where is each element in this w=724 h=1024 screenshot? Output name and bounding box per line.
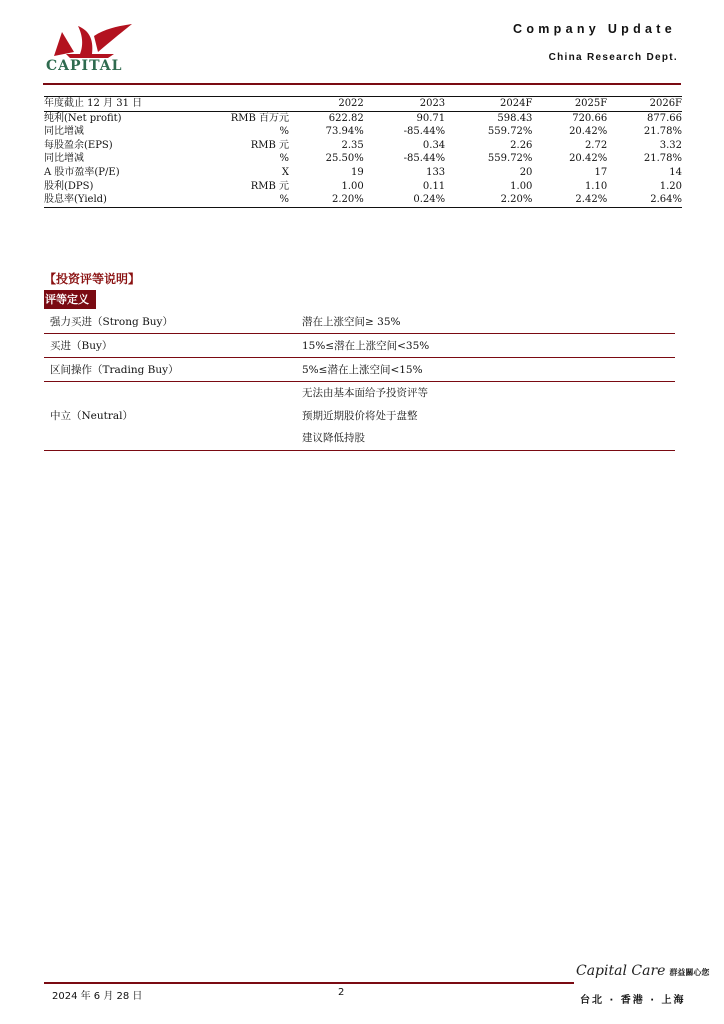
row-unit: RMB 百万元 bbox=[230, 112, 289, 124]
row-label: 纯利(Net profit) bbox=[44, 112, 122, 124]
page-number: 2 bbox=[338, 987, 345, 998]
rating-row bbox=[44, 358, 675, 382]
rating-definition-table bbox=[44, 310, 675, 451]
table-cell: 3.32 bbox=[659, 139, 682, 151]
rating-row-neutral bbox=[44, 382, 675, 451]
table-cell: 21.78% bbox=[643, 126, 682, 138]
year-header: 2026F bbox=[607, 97, 682, 112]
table-row bbox=[44, 139, 682, 153]
report-date: 2024 年 6 月 28 日 bbox=[52, 991, 143, 1002]
year-header: 2023 bbox=[364, 97, 445, 112]
table-cell: 2.20% bbox=[289, 193, 364, 207]
rating-desc bbox=[302, 382, 675, 451]
rating-desc: 15%≤潜在上涨空间<35% bbox=[302, 334, 675, 358]
rating-section-title: 【投资评等说明】 bbox=[44, 272, 141, 286]
table-cell: 20 bbox=[519, 166, 533, 178]
table-cell: 1.20 bbox=[659, 180, 682, 192]
table-header-row bbox=[44, 97, 682, 112]
brand-name: Capital Care bbox=[576, 963, 666, 979]
table-cell: 21.78% bbox=[643, 153, 682, 165]
table-row bbox=[44, 193, 682, 207]
rating-desc: 5%≤潜在上涨空间<15% bbox=[302, 358, 675, 382]
row-label: 股利(DPS) bbox=[44, 180, 94, 192]
table-row bbox=[44, 180, 682, 194]
table-cell: 598.43 bbox=[497, 112, 533, 124]
table-row bbox=[44, 125, 682, 139]
year-header: 2022 bbox=[289, 97, 364, 112]
table-cell: 0.24% bbox=[364, 193, 445, 207]
year-header: 2024F bbox=[445, 97, 532, 112]
table-cell: 2.26 bbox=[510, 139, 533, 151]
report-type-title: Company Update bbox=[513, 22, 676, 36]
table-cell: 559.72% bbox=[487, 153, 533, 165]
table-cell: 622.82 bbox=[328, 112, 364, 124]
table-cell: 133 bbox=[426, 166, 446, 178]
table-cell: 2.72 bbox=[584, 139, 608, 151]
table-cell: 0.34 bbox=[422, 139, 446, 151]
header-divider bbox=[43, 83, 681, 85]
rating-name: 强力买进（Strong Buy） bbox=[44, 310, 302, 334]
row-label: 股息率(Yield) bbox=[44, 193, 194, 207]
table-cell: 73.94% bbox=[325, 126, 364, 138]
row-unit: X bbox=[281, 166, 289, 178]
row-unit: % bbox=[279, 126, 289, 138]
table-cell: 1.10 bbox=[584, 180, 608, 192]
table-cell: 877.66 bbox=[647, 112, 682, 124]
rating-definition-tag: 评等定义 bbox=[44, 290, 96, 309]
department-label: China Research Dept. bbox=[548, 52, 678, 63]
table-cell: 1.00 bbox=[510, 180, 533, 192]
table-cell: 14 bbox=[669, 166, 682, 178]
year-header: 2025F bbox=[532, 97, 607, 112]
table-cell: 19 bbox=[351, 166, 364, 178]
footer-divider bbox=[44, 982, 574, 984]
table-cell: -85.44% bbox=[403, 153, 446, 165]
brand-slogan: 群益關心您 bbox=[669, 968, 710, 977]
row-label: 同比增减 bbox=[44, 126, 84, 138]
table-cell: 0.11 bbox=[422, 180, 446, 192]
table-cell: 2.64% bbox=[607, 193, 682, 207]
table-cell: 20.42% bbox=[569, 126, 608, 138]
table-cell: 25.50% bbox=[325, 153, 364, 165]
table-row bbox=[44, 166, 682, 180]
neutral-desc-line: 无法由基本面给予投资评等 bbox=[302, 387, 428, 399]
rating-row bbox=[44, 334, 675, 358]
table-cell: 2.20% bbox=[445, 193, 532, 207]
table-row bbox=[44, 152, 682, 166]
table-cell: 559.72% bbox=[487, 126, 533, 138]
table-cell: 2.35 bbox=[341, 139, 364, 151]
row-unit: % bbox=[279, 153, 289, 165]
financial-summary-table bbox=[44, 96, 682, 208]
rating-name: 区间操作（Trading Buy） bbox=[44, 358, 302, 382]
table-cell: 720.66 bbox=[572, 112, 608, 124]
rating-row bbox=[44, 310, 675, 334]
row-label: 年度截止 12 月 31 日 bbox=[44, 97, 194, 112]
office-cities: 台北 · 香港 · 上海 bbox=[580, 995, 686, 1006]
capital-care-logo bbox=[576, 963, 709, 979]
table-cell: 20.42% bbox=[569, 153, 608, 165]
row-unit: RMB 元 bbox=[250, 180, 289, 192]
table-cell: 2.42% bbox=[532, 193, 607, 207]
row-unit: % bbox=[194, 193, 289, 207]
table-cell: 90.71 bbox=[416, 112, 446, 124]
rating-name: 中立（Neutral） bbox=[44, 382, 302, 451]
row-unit bbox=[194, 97, 289, 112]
rating-name: 买进（Buy） bbox=[44, 334, 302, 358]
neutral-desc-line: 建议降低持股 bbox=[302, 432, 365, 444]
neutral-desc-line: 预期近期股价将处于盘整 bbox=[302, 409, 418, 422]
row-unit: RMB 元 bbox=[250, 139, 289, 151]
row-label: A 股市盈率(P/E) bbox=[44, 166, 120, 178]
rating-desc: 潜在上涨空间≥ 35% bbox=[302, 310, 675, 334]
row-label: 同比增减 bbox=[44, 153, 84, 165]
table-cell: 17 bbox=[594, 166, 608, 178]
table-row bbox=[44, 111, 682, 125]
row-label: 每股盈余(EPS) bbox=[44, 139, 113, 151]
logo-text: CAPITAL bbox=[46, 58, 123, 74]
table-cell: 1.00 bbox=[341, 180, 364, 192]
table-cell: -85.44% bbox=[403, 126, 446, 138]
